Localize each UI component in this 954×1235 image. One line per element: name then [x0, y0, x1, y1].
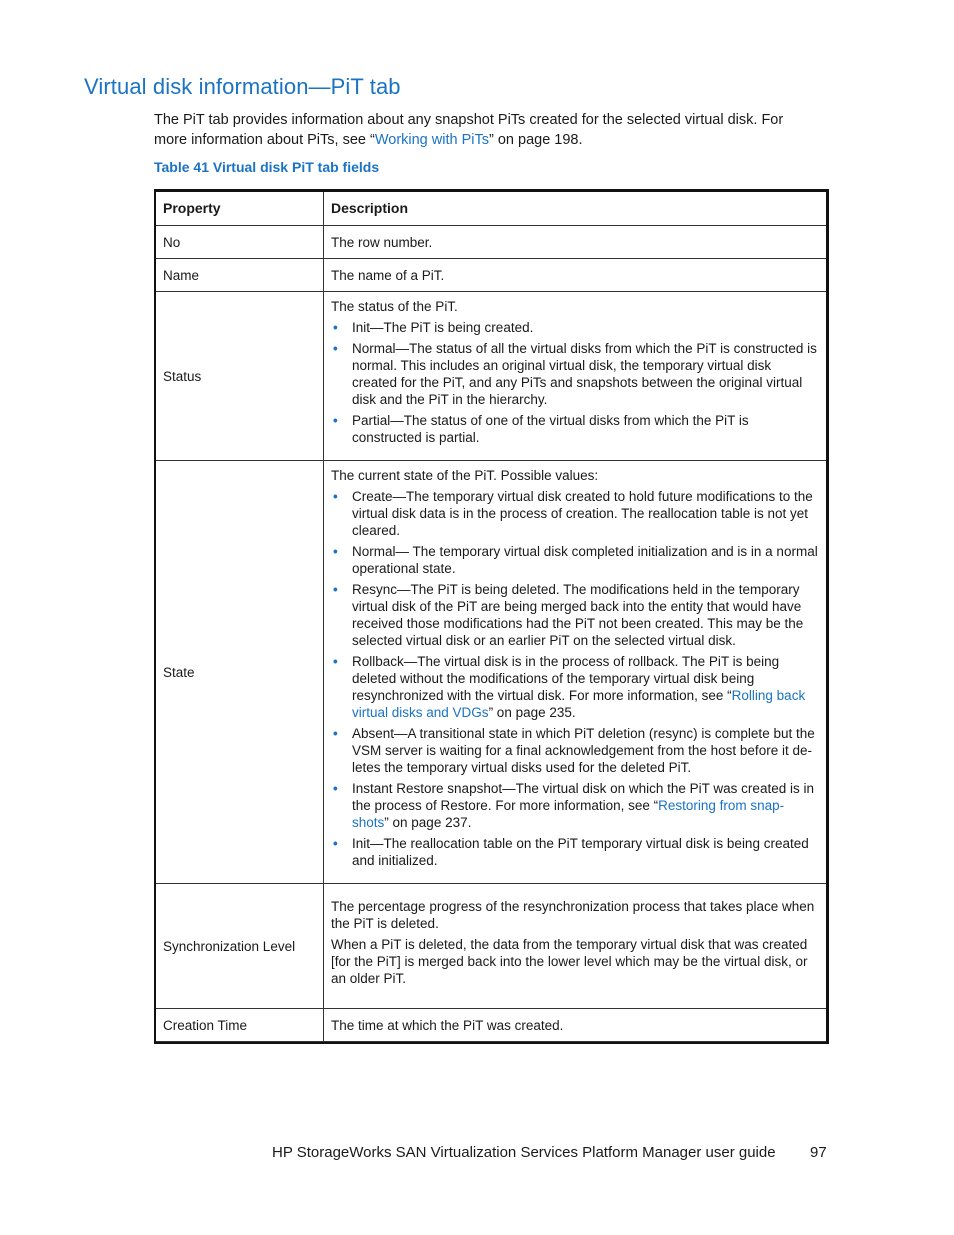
bullet-icon: •: [333, 489, 338, 504]
description-cell: [324, 884, 827, 1009]
pit-fields-table: [154, 189, 829, 1044]
page-number: 97: [810, 1144, 827, 1161]
table-row: [156, 226, 826, 259]
list-item-text: Partial—The status of one of the virtual disks from which the PiT is constructed is partial.: [352, 413, 749, 445]
list-item-text: Normal— The temporary virtual disk completed initialization and is in a normal operational state.: [352, 544, 818, 576]
bullet-icon: •: [333, 654, 338, 669]
bullet-icon: •: [333, 726, 338, 741]
property-cell: No: [156, 226, 324, 259]
list-item-text: Instant Restore snapshot—The virtual disk on which the PiT was created is in the process of Restore. For more information, see “: [352, 781, 814, 813]
list-item-text: Rollback—The virtual disk is in the process of rollback. The PiT is being deleted without the modifications of the temporary virtual disk being resynchronized with the virtual disk. For more information, see “: [352, 654, 780, 703]
list-item: [331, 488, 819, 539]
list-item-text: Resync—The PiT is being deleted. The modifications held in the temporary virtual disk of the PiT are being merged back into the entity that would have received those modifications had the PiT not been created. This may be the selected virtual disk or an earlier PiT on the selected virtual disk.: [352, 582, 804, 648]
list-item-text: Init—The PiT is being created.: [352, 320, 534, 335]
list-item: [331, 412, 819, 446]
table-caption: Table 41 Virtual disk PiT tab fields: [154, 159, 380, 175]
list-item-text: Absent—A transitional state in which PiT deletion (resync) is complete but the VSM server is waiting for a final acknowledgement from the host before it de-letes the temporary virtual disks used for the deleted PiT.: [352, 726, 815, 775]
table-row: [156, 292, 826, 461]
footer-guide-title: HP StorageWorks SAN Virtualization Services Platform Manager user guide: [272, 1144, 776, 1161]
bullet-icon: •: [333, 413, 338, 428]
property-cell: Name: [156, 259, 324, 292]
description-cell: [324, 292, 827, 461]
list-item-text: Init—The reallocation table on the PiT temporary virtual disk is being created and initialized.: [352, 836, 809, 868]
table-row: [156, 884, 826, 1009]
table-row: [156, 461, 826, 884]
header-property: Property: [156, 192, 324, 226]
property-cell: Status: [156, 292, 324, 461]
list-item: [331, 581, 819, 649]
sync-paragraph: The percentage progress of the resynchronization process that takes place when the PiT is deleted.: [331, 898, 815, 931]
property-cell: State: [156, 461, 324, 884]
page-title: Virtual disk information—PiT tab: [84, 74, 401, 99]
intro-text: The PiT tab provides information about any snapshot PiTs created for the selected virtual disk. For more information about PiTs, see “: [154, 112, 784, 148]
bullet-icon: •: [333, 320, 338, 335]
table-header-row: [156, 192, 826, 226]
bullet-icon: •: [333, 544, 338, 559]
property-cell: Synchronization Level: [156, 884, 324, 1009]
list-item: [331, 340, 819, 408]
bullet-icon: •: [333, 341, 338, 356]
rolling-back-link[interactable]: Rolling back virtual disks and VDGs: [352, 688, 806, 720]
restoring-from-snapshots-link[interactable]: Restoring from snap-shots: [352, 798, 785, 830]
bullet-icon: •: [333, 582, 338, 597]
status-lead: The status of the PiT.: [331, 299, 458, 314]
description-cell: [324, 461, 827, 884]
bullet-icon: •: [333, 781, 338, 796]
sync-paragraph: When a PiT is deleted, the data from the temporary virtual disk that was created [for the PiT] is merged back into the lower level which may be the virtual disk, or an older PiT.: [331, 936, 808, 986]
description-cell: The time at which the PiT was created.: [324, 1009, 827, 1042]
description-cell: The name of a PiT.: [324, 259, 827, 292]
table-row: [156, 1009, 826, 1042]
list-item: [331, 835, 819, 869]
intro-text-after: ” on page 198.: [488, 131, 583, 148]
working-with-pits-link[interactable]: Working with PiTs: [374, 131, 489, 148]
list-item-text: ” on page 237.: [384, 815, 472, 830]
list-item-text: Create—The temporary virtual disk created to hold future modifications to the virtual disk data is in the process of creation. The reallocation table is not yet cleared.: [352, 489, 813, 538]
state-lead: The current state of the PiT. Possible values:: [331, 468, 599, 483]
list-item-text: Normal—The status of all the virtual disks from which the PiT is constructed is normal. This includes an original virtual disk, the temporary virtual disk created for the PiT, and any PiTs and snapshots between the original virtual disk and the PiT in the hierarchy.: [352, 341, 817, 407]
header-description: Description: [324, 192, 827, 226]
property-cell: Creation Time: [156, 1009, 324, 1042]
list-item: [331, 725, 819, 776]
table-row: [156, 259, 826, 292]
description-cell: The row number.: [324, 226, 827, 259]
state-bullet-list: [331, 488, 819, 869]
list-item-text: ” on page 235.: [488, 705, 576, 720]
list-item: [331, 319, 819, 336]
list-item: [331, 653, 819, 721]
status-bullet-list: [331, 319, 819, 446]
intro-paragraph: [154, 111, 819, 150]
list-item: [331, 780, 819, 831]
list-item: [331, 543, 819, 577]
bullet-icon: •: [333, 836, 338, 851]
